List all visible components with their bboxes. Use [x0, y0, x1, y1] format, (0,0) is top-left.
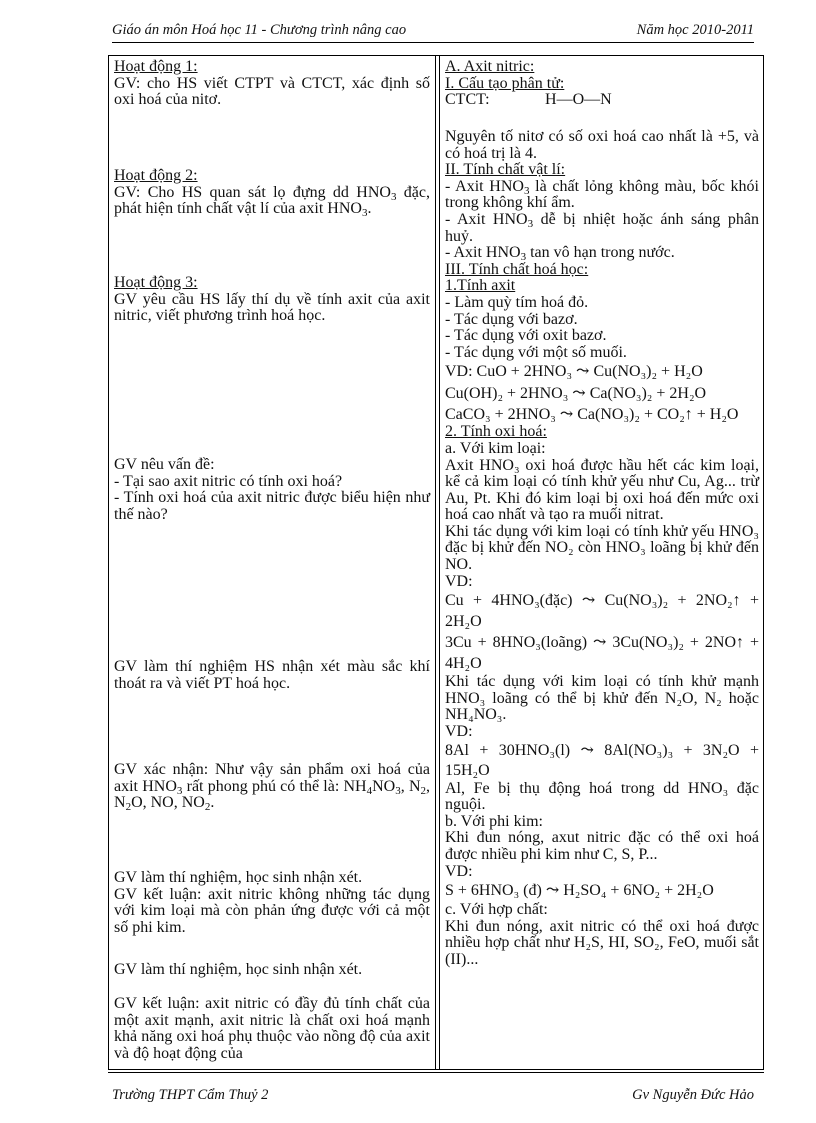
activity-3 — [114, 275, 430, 325]
conclusion-1: GV kết luận: axit nitric không những tác dụng với kim loại mà còn phản ứng được với cả một số phi kim. — [114, 885, 430, 936]
acid-property-4: - Tác dụng với một số muối. — [445, 343, 627, 361]
confirmation: GV xác nhận: Như vậy sản phẩm oxi hoá của axit $HNO_3$ rất phong phú có thể là: $NH_4NO_3$, $N_2$, $N_2O$, NO, $NO_2$. — [114, 761, 431, 814]
metal-text-1: Axit HNO₃ oxi hoá được hầu hết các kim loại, kể cả kim loại có tính khử yếu như Cu, Ag... trừ Au, Pt. Khi đó kim loại bị oxi hoá đến mức oxi hoá cao nhất và tạo ra muối nitrat. — [445, 456, 759, 524]
activity-2 — [114, 168, 430, 218]
example-3-label: VD: — [445, 862, 473, 880]
lesson-table — [108, 55, 764, 1070]
equation-2: Cu(OH)₂ + 2HNO₃ ⤳ Ca(NO₃)₂ + 2H₂O — [445, 385, 707, 403]
compound-text: Khi đun nóng, axit nitric có thể oxi hoá được nhiều hợp chất như H₂S, HI, SO₂, FeO, muối sắt (II)... — [445, 917, 759, 968]
nonmetal-title: b. Với phi kim: — [445, 812, 543, 830]
example-2-label: VD: — [445, 723, 473, 741]
acid-property-title: 1.Tính axit — [445, 277, 516, 295]
experiment-3: GV làm thí nghiệm, học sinh nhận xét. — [114, 961, 363, 978]
physical-property-2: - Axit $HNO_3$ dễ bị nhiệt hoặc ánh sáng phân huỷ. — [445, 210, 759, 245]
nonmetal-text: Khi đun nóng, axut nitric đặc có thể oxi hoá được nhiều phi kim như C, S, P... — [445, 829, 759, 863]
activity-3-text: GV yêu cầu HS lấy thí dụ về tính axit của axit nitric, viết phương trình hoá học. — [114, 290, 430, 325]
header-left: Giáo án môn Hoá học 11 - Chương trình nâng cao — [112, 22, 407, 38]
equation-6: 8Al + 30HNO₃(l) ⤳ 8Al(NO₃)₃ + 3N₂O + 15H₂O — [445, 741, 759, 779]
physical-property-1: - Axit $HNO_3$ là chất lỏng không màu, bốc khói trong không khí ẩm. — [445, 177, 759, 212]
page-header — [112, 22, 754, 43]
footer-rule — [108, 1072, 764, 1073]
section-1-title: I. Cấu tạo phân tử: — [445, 74, 565, 92]
conclusion-2: GV kết luận: axit nitric có đầy đủ tính chất của một axit mạnh, axit nitric là chất oxi hoá mạnh khả năng oxi hoá phụ thuộc vào nồng độ của axit và độ hoạt động của — [114, 995, 430, 1062]
equation-3: CaCO₃ + 2HNO₃ ⤳ Ca(NO₃)₂ + CO₂↑ + H₂O — [445, 406, 739, 424]
page-footer — [112, 1087, 754, 1104]
activity-2-text: GV: Cho HS quan sát lọ đựng dd $HNO_3$ đặc, phát hiện tính chất vật lí của axit $HNO_3$. — [114, 183, 431, 220]
oxidation-title: 2. Tính oxi hoá: — [445, 423, 547, 441]
column-divider — [435, 56, 436, 1069]
section-2-title: II. Tính chất vật lí: — [445, 161, 566, 179]
acid-property-1: - Làm quỳ tím hoá đỏ. — [445, 293, 589, 311]
problem-title: GV nêu vấn đề: — [114, 456, 215, 473]
metal-text-2: Khi tác dụng với kim loại có tính khử yếu HNO₃ đặc bị khử đến NO₂ còn HNO₃ loãng bị khử đến NO. — [445, 522, 759, 574]
activity-1-title: Hoạt động 1: — [114, 58, 198, 75]
column-divider — [439, 56, 440, 1069]
experiment-2: GV làm thí nghiệm, học sinh nhận xét. GV kết luận: axit nitric không những tác dụng với kim loại mà còn phản ứng được với cả một số phi kim. — [114, 869, 430, 936]
passivation-text: Al, Fe bị thụ động hoá trong dd HNO₃ đặc nguội. — [445, 779, 759, 814]
activity-1-text: GV: cho HS viết CTPT và CTCT, xác định số oxi hoá của nitơ. — [114, 74, 430, 109]
compound-title: c. Với hợp chất: — [445, 901, 548, 919]
activity-2-title: Hoạt động 2: — [114, 167, 198, 184]
activity-3-title: Hoạt động 3: — [114, 274, 198, 291]
header-right: Năm học 2010-2011 — [636, 22, 754, 38]
example-1-label: VD: — [445, 572, 473, 590]
footer-right: Gv Nguyễn Đức Hảo — [632, 1087, 754, 1103]
structural-formula: CTCT: H—O—N — [445, 91, 612, 109]
problem-question-1: - Tại sao axit nitric có tính oxi hoá? — [114, 472, 343, 490]
oxidation-number-text: Nguyên tố nitơ có số oxi hoá cao nhất là +5, và có hoá trị là 4. — [445, 128, 759, 162]
footer-left: Trường THPT Cẩm Thuỷ 2 — [112, 1087, 269, 1103]
problem-question-2: - Tính oxi hoá của axit nitric được biểu hiện như thế nào? — [114, 489, 430, 523]
section-3-title: III. Tính chất hoá học: — [445, 260, 589, 278]
section-a-title: A. Axit nitric: — [445, 58, 535, 75]
equation-4: Cu + 4HNO₃(đặc) ⤳ Cu(NO₃)₂ + 2NO₂↑ + 2H₂O — [445, 592, 759, 631]
acid-property-3: - Tác dụng với oxit bazơ. — [445, 327, 607, 345]
activity-1 — [114, 59, 430, 109]
acid-property-2: - Tác dụng với bazơ. — [445, 310, 578, 328]
equation-5: 3Cu + 8HNO₃(loãng) ⤳ 3Cu(NO₃)₂ + 2NO↑ + 4H₂O — [445, 634, 759, 673]
equation-1: VD: CuO + 2HNO₃ ⤳ Cu(NO₃)₂ + H₂O — [445, 363, 703, 381]
equation-7: S + 6HNO₃ (đ) ⤳ H₂SO₄ + 6NO₂ + 2H₂O — [445, 882, 714, 900]
problem-statement — [114, 457, 430, 523]
metal-text-3: Khi tác dụng với kim loại có tính khử mạnh HNO₃ loãng có thể bị khử đến N₂O, N₂ hoặc NH₄NO₃. — [445, 673, 759, 724]
experiment-1: GV làm thí nghiệm HS nhận xét màu sắc khí thoát ra và viết PT hoá học. — [114, 658, 430, 692]
physical-property-3: - Axit $HNO_3$ tan vô hạn trong nước. — [445, 244, 675, 264]
metal-title: a. Với kim loại: — [445, 439, 546, 457]
